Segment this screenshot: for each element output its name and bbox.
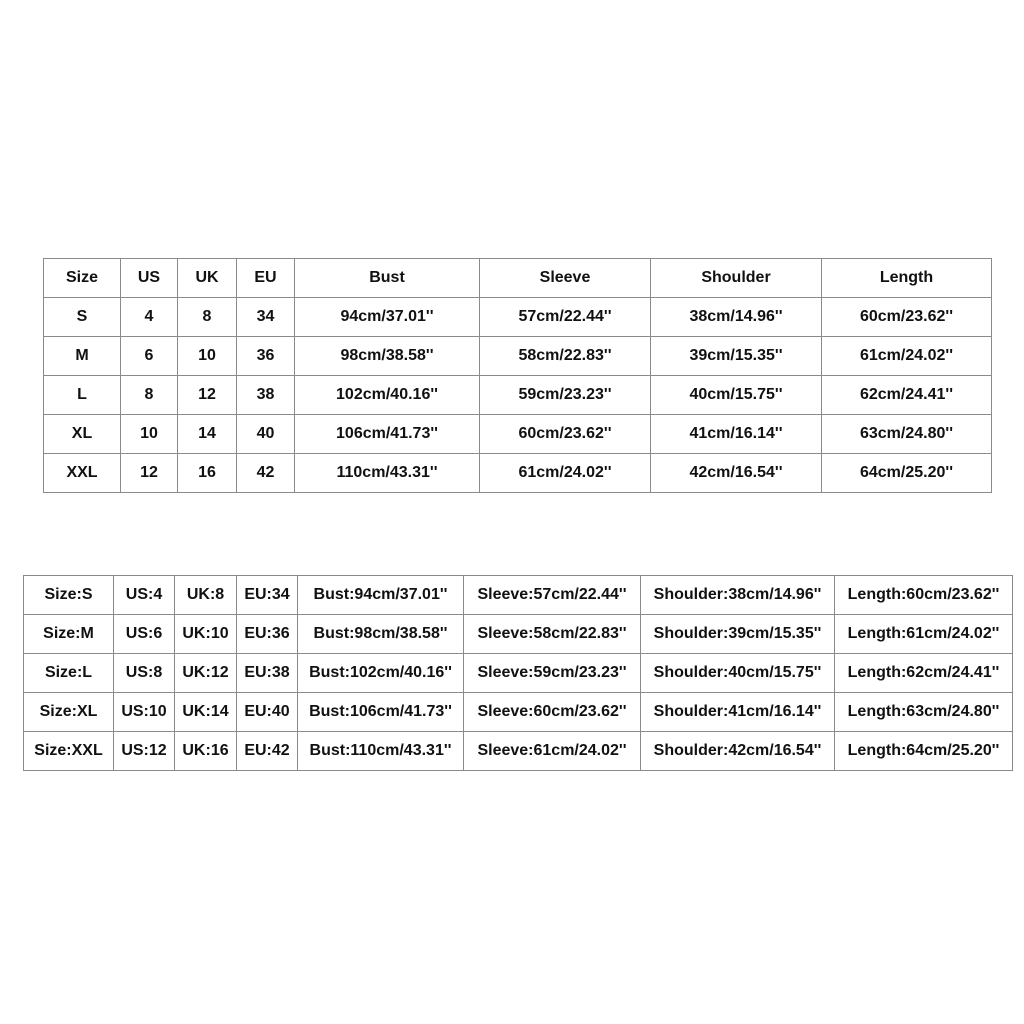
cell-eu: EU:38 <box>237 654 298 693</box>
cell-size: Size:L <box>24 654 114 693</box>
table-row <box>24 732 1013 771</box>
cell-shoulder: 42cm/16.54'' <box>651 454 822 493</box>
cell-shoulder: 39cm/15.35'' <box>651 337 822 376</box>
cell-eu: 40 <box>237 415 295 454</box>
table-row <box>44 376 992 415</box>
cell-sleeve: 61cm/24.02'' <box>480 454 651 493</box>
cell-length: 60cm/23.62'' <box>822 298 992 337</box>
table-header-row <box>44 259 992 298</box>
cell-shoulder: Shoulder:40cm/15.75'' <box>641 654 835 693</box>
cell-eu: 34 <box>237 298 295 337</box>
cell-sleeve: 58cm/22.83'' <box>480 337 651 376</box>
table-row <box>44 454 992 493</box>
cell-shoulder: 38cm/14.96'' <box>651 298 822 337</box>
cell-shoulder: Shoulder:41cm/16.14'' <box>641 693 835 732</box>
cell-us: US:4 <box>114 576 175 615</box>
cell-size: XXL <box>44 454 121 493</box>
cell-us: US:10 <box>114 693 175 732</box>
cell-size: L <box>44 376 121 415</box>
cell-us: US:12 <box>114 732 175 771</box>
cell-us: 8 <box>121 376 178 415</box>
cell-length: Length:61cm/24.02'' <box>835 615 1013 654</box>
cell-shoulder: 40cm/15.75'' <box>651 376 822 415</box>
cell-sleeve: Sleeve:59cm/23.23'' <box>464 654 641 693</box>
cell-bust: Bust:98cm/38.58'' <box>298 615 464 654</box>
cell-bust: Bust:94cm/37.01'' <box>298 576 464 615</box>
cell-uk: 8 <box>178 298 237 337</box>
cell-length: Length:62cm/24.41'' <box>835 654 1013 693</box>
cell-eu: 36 <box>237 337 295 376</box>
cell-uk: 16 <box>178 454 237 493</box>
cell-sleeve: 57cm/22.44'' <box>480 298 651 337</box>
cell-eu: EU:42 <box>237 732 298 771</box>
cell-shoulder: Shoulder:38cm/14.96'' <box>641 576 835 615</box>
cell-sleeve: Sleeve:60cm/23.62'' <box>464 693 641 732</box>
header-size: Size <box>44 259 121 298</box>
cell-eu: EU:36 <box>237 615 298 654</box>
cell-length: 63cm/24.80'' <box>822 415 992 454</box>
table-row <box>44 337 992 376</box>
cell-length: Length:64cm/25.20'' <box>835 732 1013 771</box>
cell-length: 64cm/25.20'' <box>822 454 992 493</box>
cell-shoulder: 41cm/16.14'' <box>651 415 822 454</box>
cell-size: M <box>44 337 121 376</box>
header-eu: EU <box>237 259 295 298</box>
cell-us: US:6 <box>114 615 175 654</box>
table-row <box>44 298 992 337</box>
cell-sleeve: 59cm/23.23'' <box>480 376 651 415</box>
table-row <box>24 576 1013 615</box>
cell-uk: 10 <box>178 337 237 376</box>
cell-shoulder: Shoulder:39cm/15.35'' <box>641 615 835 654</box>
cell-length: 62cm/24.41'' <box>822 376 992 415</box>
cell-uk: UK:10 <box>175 615 237 654</box>
cell-size: Size:XXL <box>24 732 114 771</box>
cell-us: 6 <box>121 337 178 376</box>
cell-bust: Bust:102cm/40.16'' <box>298 654 464 693</box>
header-length: Length <box>822 259 992 298</box>
header-us: US <box>121 259 178 298</box>
cell-size: Size:S <box>24 576 114 615</box>
cell-bust: Bust:106cm/41.73'' <box>298 693 464 732</box>
cell-length: Length:60cm/23.62'' <box>835 576 1013 615</box>
header-bust: Bust <box>295 259 480 298</box>
table-row <box>24 693 1013 732</box>
cell-uk: 14 <box>178 415 237 454</box>
cell-size: XL <box>44 415 121 454</box>
cell-us: US:8 <box>114 654 175 693</box>
cell-uk: UK:14 <box>175 693 237 732</box>
cell-uk: UK:12 <box>175 654 237 693</box>
cell-length: 61cm/24.02'' <box>822 337 992 376</box>
cell-us: 4 <box>121 298 178 337</box>
cell-sleeve: Sleeve:57cm/22.44'' <box>464 576 641 615</box>
size-chart-labeled-table <box>23 575 1013 771</box>
cell-bust: 98cm/38.58'' <box>295 337 480 376</box>
cell-eu: EU:34 <box>237 576 298 615</box>
cell-shoulder: Shoulder:42cm/16.54'' <box>641 732 835 771</box>
cell-eu: 38 <box>237 376 295 415</box>
cell-bust: 102cm/40.16'' <box>295 376 480 415</box>
header-shoulder: Shoulder <box>651 259 822 298</box>
cell-size: Size:XL <box>24 693 114 732</box>
cell-sleeve: 60cm/23.62'' <box>480 415 651 454</box>
cell-sleeve: Sleeve:58cm/22.83'' <box>464 615 641 654</box>
cell-sleeve: Sleeve:61cm/24.02'' <box>464 732 641 771</box>
cell-size: S <box>44 298 121 337</box>
table-row <box>44 415 992 454</box>
cell-bust: 106cm/41.73'' <box>295 415 480 454</box>
cell-length: Length:63cm/24.80'' <box>835 693 1013 732</box>
cell-eu: EU:40 <box>237 693 298 732</box>
table-row <box>24 615 1013 654</box>
header-uk: UK <box>178 259 237 298</box>
header-sleeve: Sleeve <box>480 259 651 298</box>
cell-bust: Bust:110cm/43.31'' <box>298 732 464 771</box>
cell-bust: 110cm/43.31'' <box>295 454 480 493</box>
cell-us: 10 <box>121 415 178 454</box>
cell-uk: UK:16 <box>175 732 237 771</box>
cell-us: 12 <box>121 454 178 493</box>
cell-size: Size:M <box>24 615 114 654</box>
cell-uk: UK:8 <box>175 576 237 615</box>
size-chart-table <box>43 258 992 493</box>
cell-eu: 42 <box>237 454 295 493</box>
table-row <box>24 654 1013 693</box>
cell-bust: 94cm/37.01'' <box>295 298 480 337</box>
cell-uk: 12 <box>178 376 237 415</box>
